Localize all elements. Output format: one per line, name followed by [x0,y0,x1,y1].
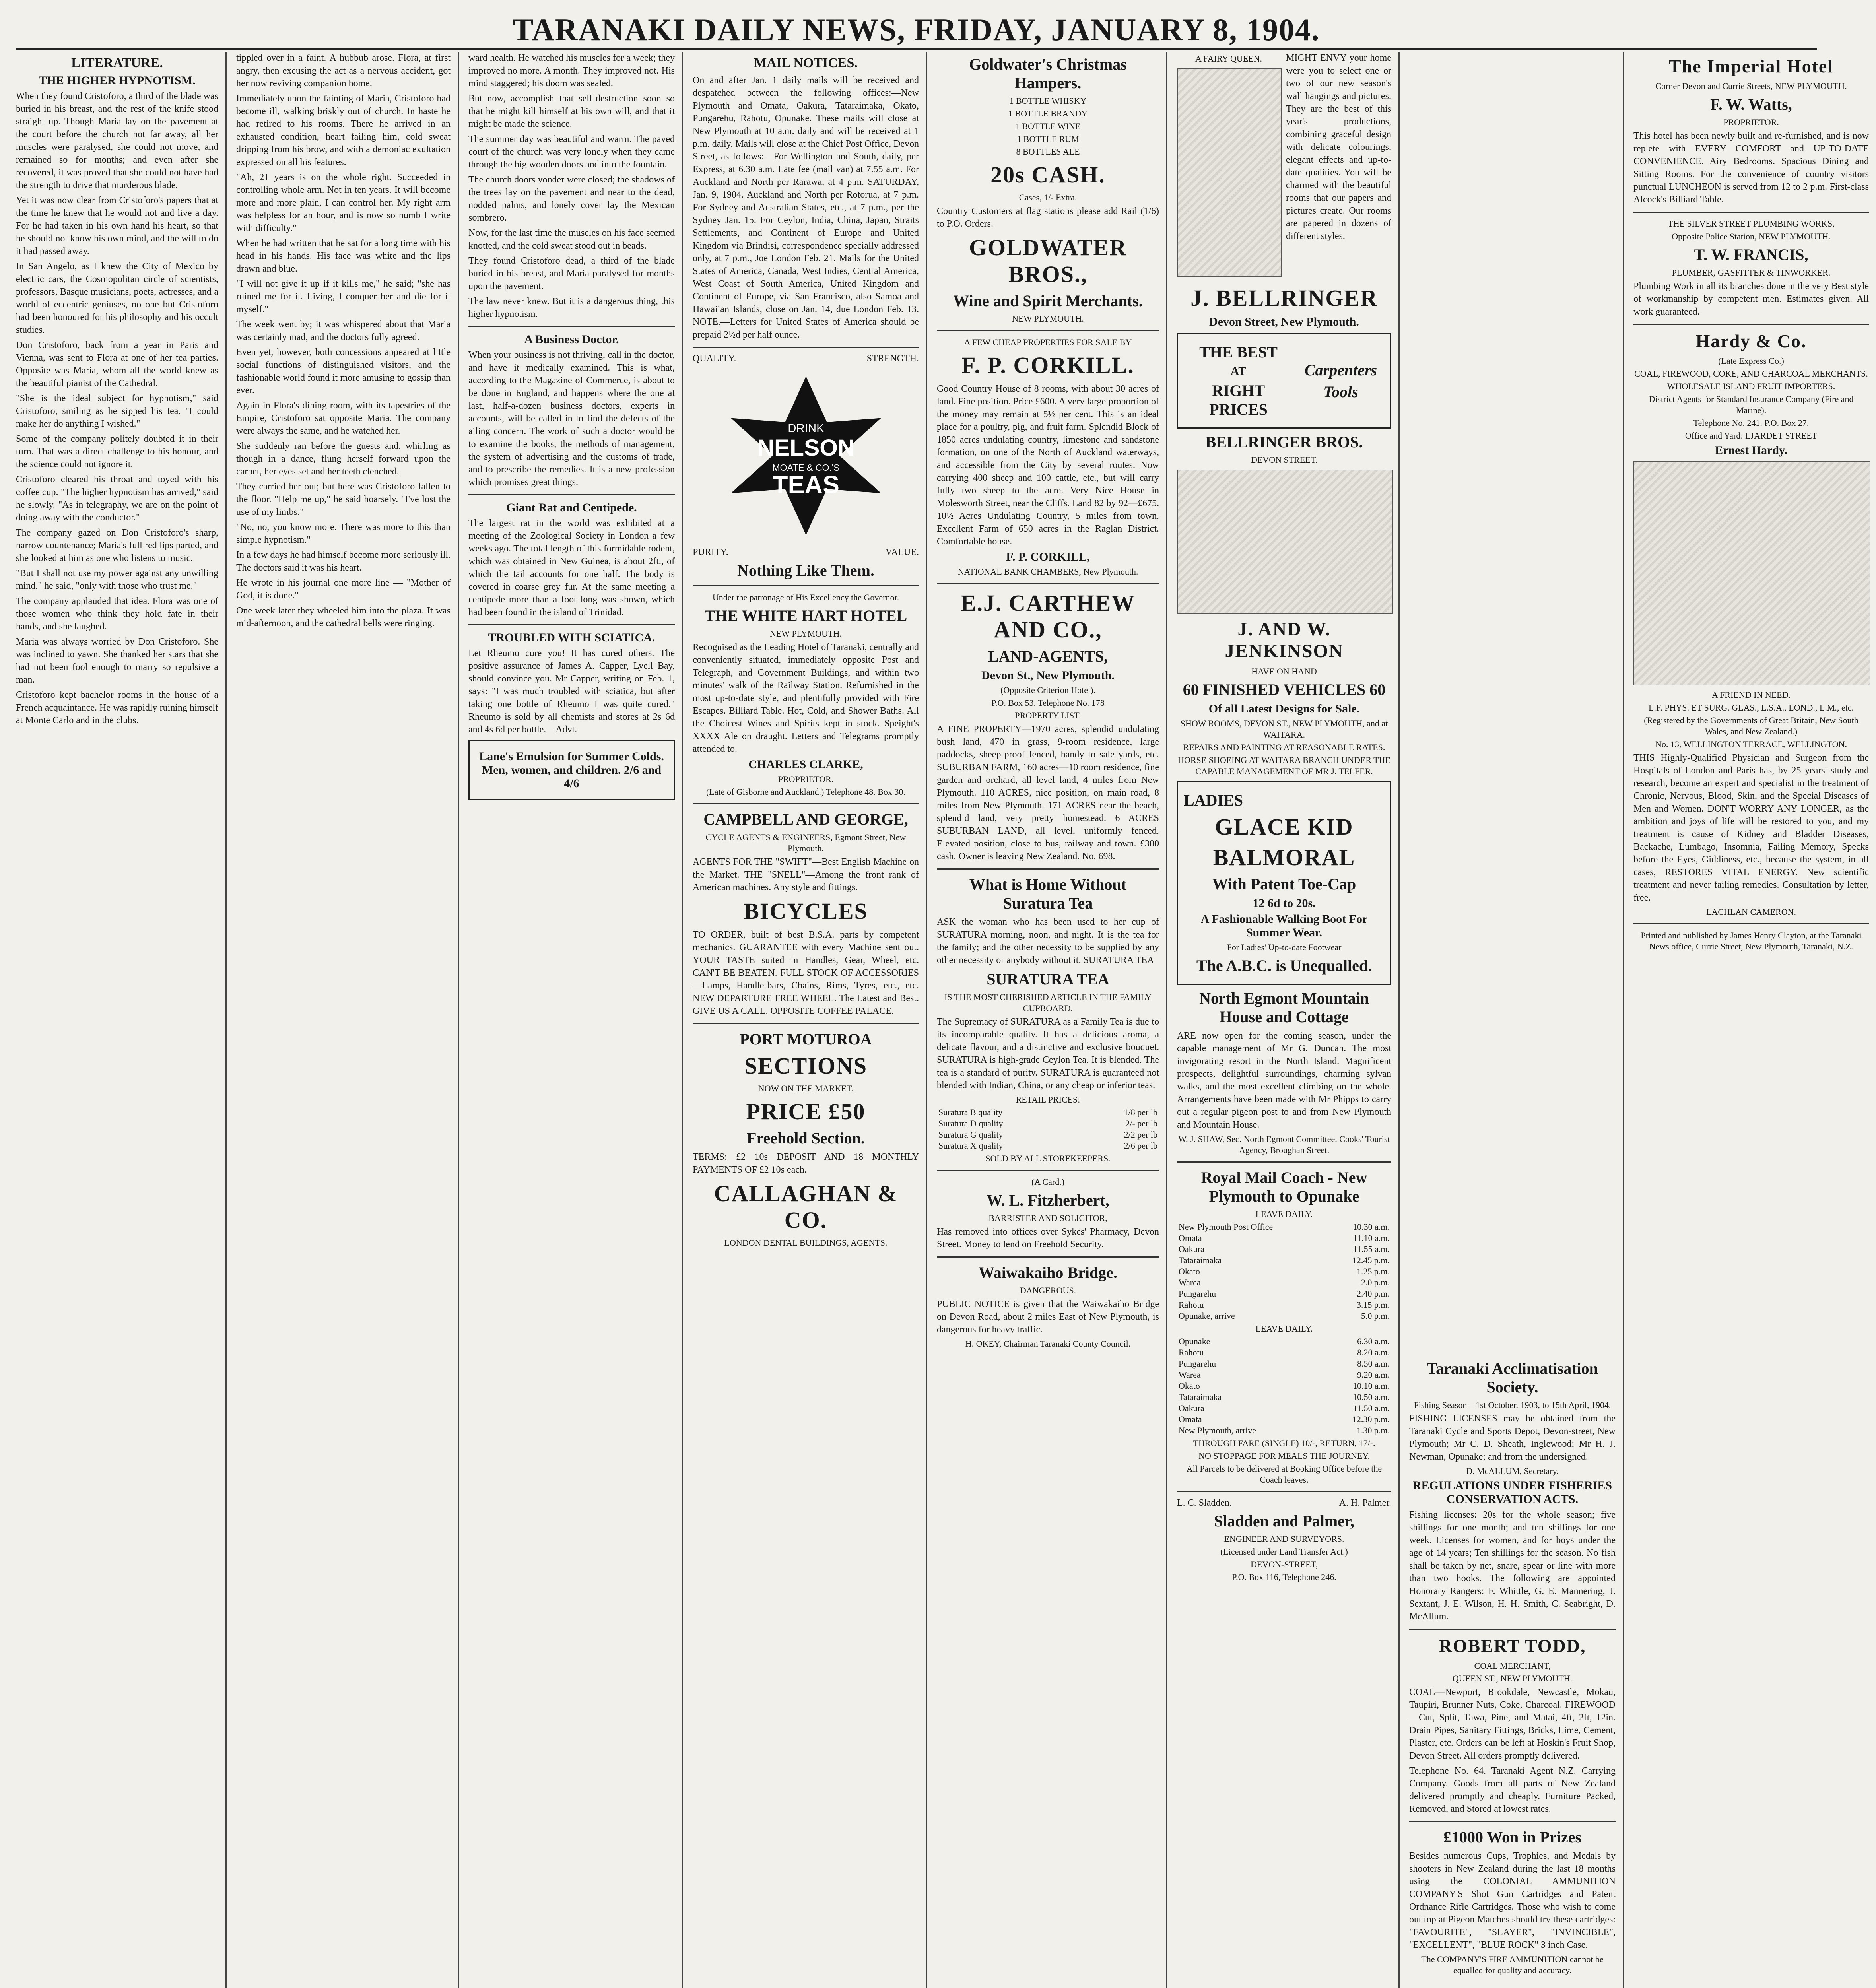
coach-fare: THROUGH FARE (SINGLE) 10/-, RETURN, 17/-. [1193,1438,1375,1448]
price-value: 1/8 per lb [1124,1107,1157,1117]
glace-line-2: BALMORAL [1213,845,1356,870]
story-paragraph: In San Angelo, as I knew the City of Mexico by electric cars, the Cosmopolitan circle of scientists, professors, Basque musicians, poets, actresses, and a world of eccentric geniuses, no one but Cristoforo had been honoured for his philosophy and his occult studies. [16,261,218,335]
todd-heading: ROBERT TODD, [1439,1636,1586,1656]
price-value: 2/6 per lb [1124,1141,1157,1151]
carthew-box: P.O. Box 53. Telephone No. 178 [991,698,1105,708]
bicycles-heading: BICYCLES [744,898,868,924]
jenkinson-horse: HORSE SHOEING AT WAITARA BRANCH UNDER THE CAPABLE MANAGEMENT OF MR J. TELFER. [1178,755,1390,776]
divider [1409,1821,1616,1822]
story-paragraph: "She is the ideal subject for hypnotism," said Cristoforo, smiling as he sipped his tea. "I could make her do anything I wished." [16,393,218,429]
fairy-caption: A FAIRY QUEEN. [1195,54,1262,64]
coach-leave-1: LEAVE DAILY. [1255,1209,1313,1219]
table-row [937,1129,1159,1140]
stop-name: Omata [1179,1233,1202,1243]
story-paragraph: When they found Cristoforo, a third of the blade was buried in his breast, and the rest of the knife stood straight up. Though Maria lay on the pavement at the court before the church not far away, all her muscles were paralysed, she could not move, and remained so for months; and even after she recovered, it was proved that she could not have had the strength to drive that murderous blade. [16,91,218,190]
story-paragraph: tippled over in a faint. A hubbub arose. Flora, at first angry, then excusing the act as a nervous accident, got her now reviving companion home. [236,53,451,89]
masthead: TARANAKI DAILY NEWS, FRIDAY, JANUARY 8, 1904. [16,12,1817,50]
price-name: Suratura G quality [938,1130,1003,1140]
tea-tagline: Nothing Like Them. [737,561,874,579]
divider [1177,1491,1391,1492]
column-2 [236,52,459,1988]
jenkinson-showrooms: SHOW ROOMS, DEVON ST., NEW PLYMOUTH, and at WAITARA. [1180,718,1388,740]
divider [937,583,1159,584]
doctor-address: No. 13, WELLINGTON TERRACE, WELLINGTON. [1655,739,1847,749]
story-paragraph: ward health. He watched his muscles for a week; they improved no more. A month. They improved not. His mind staggered; his doom was sealed. [468,53,675,89]
story-paragraph: "No, no, you know more. There was more to this than simple hypnotism." [236,522,451,545]
stop-time: 11.55 a.m. [1353,1244,1390,1254]
waiwakaiho-text: PUBLIC NOTICE is given that the Waiwakaiho Bridge on Devon Road, about 2 miles East of New Plymouth, is dangerous for heavy traffic. [937,1299,1159,1335]
table-row [1177,1347,1391,1358]
fitzherbert-text: Has removed into offices over Sykes' Pharmacy, Devon Street. Money to lend on Freehold Security. [937,1227,1159,1250]
stop-name: Rahotu [1179,1347,1204,1357]
column-4 [693,52,927,1988]
column-8 [1633,52,1876,1988]
sections-heading: SECTIONS [744,1053,868,1079]
story-paragraph: The summer day was beautiful and warm. The paved court of the church was very lonely when they came through the big wooden doors and into the fountain. [468,134,675,170]
table-row [1177,1403,1391,1414]
acclim-heading: Taranaki Acclimatisation Society. [1427,1359,1598,1396]
table-row [1177,1221,1391,1233]
stop-time: 11.50 a.m. [1353,1403,1390,1413]
story-paragraph: Cristoforo cleared his throat and toyed with his coffee cup. "The higher hypnotism has arrived," said he slowly. "As in telegraphy, we are on the point of doing away with the conductor." [16,474,218,523]
tea-strength-label: STRENGTH. [866,353,919,364]
hardy-sub: (Late Express Co.) [1718,356,1784,366]
column-3 [468,52,683,1988]
carthew-address: Devon St., New Plymouth. [981,669,1115,682]
stop-time: 12.45 p.m. [1352,1255,1390,1265]
whitehart-heading: THE WHITE HART HOTEL [704,607,907,625]
story-paragraph: Some of the company politely doubted it in their turn. That was a direct challenge to his honour, and the science could not ignore it. [16,434,218,470]
stop-time: 2.40 p.m. [1356,1289,1390,1299]
egmont-sign: W. J. SHAW, Sec. North Egmont Committee. Cooks' Tourist Agency, Broughan Street. [1178,1134,1390,1155]
corkill-name: F. P. CORKILL, [1006,550,1090,563]
story-paragraph: But now, accomplish that self-destruction soon so that he might kill himself at his own will, and that it might be made the science. [468,93,675,129]
whitehart-owner: CHARLES CLARKE, [748,758,863,771]
whitehart-city: NEW PLYMOUTH. [770,629,842,639]
suratura-sold: SOLD BY ALL STOREKEEPERS. [985,1153,1111,1163]
francis-text: Plumbing Work in all its branches done in the very Best style of workmanship by competent men. Estimates given. All work guaranteed. [1633,281,1869,317]
stop-time: 1.25 p.m. [1356,1266,1390,1276]
whitehart-owner-note: (Late of Gisborne and Auckland.) Telephone 48. Box 30. [706,787,905,797]
glace-abc: The A.B.C. is Unequalled. [1196,957,1372,975]
price-value: 2/- per lb [1125,1118,1157,1128]
giant-rat-heading: Giant Rat and Centipede. [506,501,637,514]
tea-teas-text: TEAS [772,471,839,499]
cameron-sign: LACHLAN CAMERON. [1706,907,1796,917]
divider [468,494,675,495]
stop-name: Rahotu [1179,1300,1204,1310]
sections-sub: NOW ON THE MARKET. [758,1083,854,1093]
table-row [1177,1358,1391,1369]
story-paragraph: "But I shall not use my power against any unwilling mind," he said, "only with those who trust me." [16,568,218,591]
table-row [1177,1244,1391,1255]
bellringer-heading: J. BELLRINGER [1190,285,1378,311]
glace-line-1: GLACE KID [1215,814,1354,840]
stop-time: 10.50 a.m. [1353,1392,1390,1402]
francis-intro: THE SILVER STREET PLUMBING WORKS, [1668,219,1835,229]
imperial-title: PROPRIETOR. [1723,117,1779,127]
tea-purity-label: PURITY. [693,547,728,557]
divider [468,326,675,327]
bellringer-address: Devon Street, New Plymouth. [1209,315,1359,328]
divider [693,803,919,804]
goldwater-heading: Goldwater's Christmas Hampers. [969,55,1127,92]
divider [1409,1629,1616,1630]
doctor-sub: (Registered by the Governments of Great Britain, New South Wales, and New Zealand.) [1644,715,1859,736]
table-row [1177,1288,1391,1299]
corkill-intro: A FEW CHEAP PROPERTIES FOR SALE BY [964,337,1132,347]
ernest-hardy: Ernest Hardy. [1715,444,1787,457]
column-7 [1409,52,1624,1988]
story-paragraph: Immediately upon the fainting of Maria, Cristoforo had become ill, walking briskly out of church. In haste he had retired to his rooms. There he arrived in an exhausted condition, heart failing him, cold sweat dripping from his brow, and with a demoniac exultation expressed on all his features. [236,93,451,167]
tea-moate-text: MOATE & CO.'S [772,462,840,473]
ladies-heading: LADIES [1184,791,1243,809]
jenkinson-sub: HAVE ON HAND [1251,666,1317,676]
story-paragraph: Maria was always worried by Don Cristoforo. She was inclined to yawn. She thanked her stars that she had not been fool enough to marry so repulsive a man. [16,637,218,685]
best-line-3: RIGHT PRICES [1209,382,1268,418]
bicycles-text: TO ORDER, built of best B.S.A. parts by competent mechanics. GUARANTEE with every Machine sent out. YOUR TASTE suited in Handles, Gear, Wheel, etc. CAN'T BE BEATEN. FULL STOCK OF ACCESSORIES—Lamps, Handle-bars, Chains, Rims, Tyres, etc., etc. NEW DEPARTURE FREE WHEEL. The Latest and Best. GIVE US A CALL. OPPOSITE COFFEE PALACE. [693,930,919,1016]
story-paragraph: The church doors yonder were closed; the shadows of the trees lay on the pavement and near to the dead, nodded palms, and lonely cover lay the Mexican sombrero. [468,175,675,223]
stop-name: Okato [1179,1266,1200,1276]
story-paragraph: She suddenly ran before the guests and, whirling as though in a dance, flung herself forward upon the carpet, her eyes set and her teeth clenched. [236,441,451,477]
divider [937,330,1159,331]
stop-name: New Plymouth Post Office [1179,1222,1273,1232]
business-doctor-text: When your business is not thriving, call in the doctor, and have it medically examined. This is what, according to the Magazine of Commerce, is about to be done in England, and happens where the one at last, half-a-dozen business doctors, experts in accounts, will be called in to find the defects of the ailing concern. The work of such a doctor would be to examine the books, the methods of management, the system of advertising and the customs of trade, and to prescribe the remedies. It is a new profession which promises great things. [468,350,675,487]
stop-name: Warea [1179,1277,1201,1287]
jenkinson-designs: Of all Latest Designs for Sale. [1208,702,1360,715]
moturoa-heading: PORT MOTUROA [740,1030,872,1048]
waiwakaiho-sign: H. OKEY, Chairman Taranaki County Council. [965,1339,1131,1349]
divider [693,1023,919,1024]
carthew-list: PROPERTY LIST. [1015,711,1081,720]
story-paragraph: Don Cristoforo, back from a year in Paris and Vienna, was sent to Flora at one of her tea parties. Opposite was Maria, whom all the world knew as the beautiful pianist of the Cathedral. [16,340,218,388]
stop-time: 6.30 a.m. [1357,1336,1390,1346]
stop-name: Omata [1179,1414,1202,1424]
acclim-season: Fishing Season—1st October, 1903, to 15th April, 1904. [1414,1400,1611,1410]
jenkinson-heading: J. AND W. JENKINSON [1225,619,1344,662]
stop-time: 2.0 p.m. [1361,1277,1390,1287]
goldwater-bros: GOLDWATER BROS., [969,235,1127,287]
sladden-sub: ENGINEER AND SURVEYORS. [1224,1534,1344,1544]
stop-name: New Plymouth, arrive [1179,1425,1256,1435]
egmont-text: ARE now open for the coming season, under the capable management of Mr G. Duncan. The most invigorating resort in the North Island. Magnificent prospects, delightful surroundings, charming sylvan walks, and the most excellent climbing on the whole. Arrangements have been made with Mr Phipps to carry out a regular pigeon post to and from New Plymouth and Mountain House. [1177,1031,1391,1130]
goldwater-country: Country Customers at flag stations please add Rail (1/6) to P.O. Orders. [937,206,1159,229]
card-label: (A Card.) [1031,1177,1065,1187]
suratura-prices-heading: RETAIL PRICES: [1016,1095,1080,1105]
corkill-address: NATIONAL BANK CHAMBERS, New Plymouth. [957,567,1138,577]
star-logo-icon [722,372,889,539]
price-value: 2/2 per lb [1124,1130,1157,1140]
divider [1177,1161,1391,1163]
story-paragraph: One week later they wheeled him into the plaza. It was mid-afternoon, and the cathedral bells were ringing. [236,606,451,629]
palmer-name: A. H. Palmer. [1339,1498,1391,1508]
glace-ladies: For Ladies' Up-to-date Footwear [1227,942,1342,952]
hardy-phone: Telephone No. 241. P.O. Box 27. [1693,418,1809,428]
francis-heading: T. W. FRANCIS, [1694,246,1808,264]
prizes-text: Besides numerous Cups, Trophies, and Medals by shooters in New Zealand during the last 18 months using the COLONIAL AMMUNITION COMPANY'S Shot Gun Cartridges and Patent Ordnance Rifle Cartridges. Those who wish to come out top at Pigeon Matches should try these cartridges: "FAVOURITE", "SLAYER", "INVINCIBLE", "EXCELLENT", "BLUE ROCK" 3 inch Case. [1409,1851,1616,1950]
coach-leave-2: LEAVE DAILY. [1255,1324,1313,1334]
story-paragraph: Yet it was now clear from Cristoforo's papers that at the time he knew that he would not and live a day. For he had taken in his own hand his heart, so that he should not know his own mind, and the will to do it had passed away. [16,195,218,256]
stop-time: 12.30 p.m. [1352,1414,1390,1424]
prizes-heading: £1000 Won in Prizes [1443,1828,1582,1846]
waiwakaiho-heading: Waiwakaiho Bridge. [979,1264,1117,1281]
callaghan-heading: CALLAGHAN & CO. [714,1180,898,1233]
friend-in-need-illustration [1633,461,1870,685]
callaghan-address: LONDON DENTAL BUILDINGS, AGENTS. [724,1238,888,1248]
divider [937,1170,1159,1171]
carpenters-line-1: Carpenters [1304,361,1377,379]
freehold-heading: Freehold Section. [746,1129,865,1147]
coach-timetable-1 [1177,1221,1391,1322]
goldwater-item: 1 BOTTLE RUM [1017,134,1079,144]
imperial-owner: F. W. Watts, [1710,95,1792,113]
stop-time: 5.0 p.m. [1361,1311,1390,1321]
goldwater-cases: Cases, 1/- Extra. [1019,192,1077,202]
francis-sub: PLUMBER, GASFITTER & TINWORKER. [1672,268,1831,278]
home-heading: What is Home Without Suratura Tea [969,876,1127,912]
campbell-sub: CYCLE AGENTS & ENGINEERS, Egmont Street, New Plymouth. [705,832,906,853]
hardy-yard: Office and Yard: LJARDET STREET [1685,431,1818,441]
tea-value-label: VALUE. [885,547,919,557]
hardy-wholesale: WHOLESALE ISLAND FRUIT IMPORTERS. [1667,381,1835,391]
story-paragraph: Even yet, however, both concessions appeared at little social functions of distinguished visitors, and the fashionable world found it more amusing to gossip than ever. [236,347,451,396]
bellringer-bros-street: DEVON STREET. [1251,455,1318,465]
suratura-heading: SURATURA TEA [987,970,1109,988]
corkill-heading: F. P. CORKILL. [961,352,1134,378]
goldwater-item: 1 BOTTLE BRANDY [1008,109,1088,118]
table-row [1177,1369,1391,1380]
suratura-sub: IS THE MOST CHERISHED ARTICLE IN THE FAMILY CUPBOARD. [944,992,1152,1013]
printer-text: Printed and published by James Henry Clayton, at the Taranaki News office, Currie Street, New Plymouth, Taranaki, N.Z. [1641,930,1862,951]
story-paragraph: The week went by; it was whispered about that Maria was certainly mad, and the doctors fully agreed. [236,319,451,342]
glace-line-3: With Patent Toe-Cap [1212,875,1356,893]
coach-parcels: All Parcels to be delivered at Booking Office before the Coach leaves. [1186,1464,1382,1485]
home-text: ASK the woman who has been used to her cup of SURATURA morning, noon, and night. It is the tea for the family; and the other necessity to be supplied by any other necessity or anybody without it. SURATURA TEA [937,917,1159,965]
fairy-queen-illustration [1177,68,1282,277]
divider [693,347,919,348]
sladden-licensed: (Licensed under Land Transfer Act.) [1220,1547,1348,1557]
terms-text: TERMS: £2 10s DEPOSIT AND 18 MONTHLY PAYMENTS OF £2 10s each. [693,1152,919,1175]
friend-caption: A FRIEND IN NEED. [1712,690,1791,700]
imperial-text: This hotel has been newly built and re-furnished, and is now replete with EVERY COMFORT and UP-TO-DATE CONVENIENCE. Airy Bedrooms. Spacious Dining and Sitting Rooms. For the convenience of country visitors punctual LUNCHEON is served from 12 to 2 p.m. First-class Alcock's Billiard Table. [1633,131,1869,205]
table-row [937,1140,1159,1151]
carriage-illustration [1177,470,1393,614]
story-paragraph: They found Cristoforo dead, a third of the blade buried in his breast, and Maria paralysed for months upon the pavement. [468,256,675,291]
table-row [937,1107,1159,1118]
todd-text: COAL—Newport, Brookdale, Newcastle, Mokau, Taupiri, Brunner Nuts, Coke, Charcoal. FIREWOOD—Cut, Split, Tawa, Pine, and Matai, 4ft, 2ft, 12in. Drain Pipes, Sanitary Fittings, Bricks, Lime, Cement, Plaster, etc. Orders can be left at Hoskin's Fruit Shop, Devon Street. All orders promptly delivered. [1409,1687,1616,1761]
hardy-coal: COAL, FIREWOOD, COKE, AND CHARCOAL MERCHANTS. [1634,369,1868,379]
campbell-text: AGENTS FOR THE "SWIFT"—Best English Machine on the Market. THE "SNELL"—Among the front rank of American machines. Any style and fittings. [693,857,919,893]
campbell-heading: CAMPBELL AND GEORGE, [703,810,908,828]
stop-name: Tataraimaka [1179,1255,1222,1265]
regs-heading: REGULATIONS UNDER FISHERIES CONSERVATION ACTS. [1412,1479,1612,1506]
francis-opposite: Opposite Police Station, NEW PLYMOUTH. [1672,231,1831,241]
carpenters-line-2: Tools [1323,382,1358,401]
literature-heading: LITERATURE. [71,56,163,70]
sladden-street: DEVON-STREET, [1251,1559,1318,1569]
price-name: Suratura B quality [938,1107,1003,1117]
best-prices-box [1177,333,1391,429]
column-5 [937,52,1167,1988]
carthew-sub: LAND-AGENTS, [988,647,1108,665]
divider [937,1256,1159,1258]
stop-time: 8.20 a.m. [1357,1347,1390,1357]
todd-sub: COAL MERCHANT, [1474,1661,1551,1671]
table-row [1177,1277,1391,1288]
stop-name: Opunake [1179,1336,1210,1346]
waiwakaiho-sub: DANGEROUS. [1020,1285,1076,1295]
story-paragraph: They carried her out; but here was Cristoforo fallen to the floor. "Help me up," he said hoarsely. "I've lost the use of my limbs." [236,481,451,517]
nelson-teas-ad [693,353,919,580]
goldwater-wine: Wine and Spirit Merchants. [953,292,1143,310]
table-row [1177,1425,1391,1436]
divider [693,585,919,586]
table-row [937,1118,1159,1129]
goldwater-item: 8 BOTTLES ALE [1016,147,1080,157]
stop-time: 9.20 a.m. [1357,1370,1390,1380]
whitehart-patronage: Under the patronage of His Excellency the Governor. [712,592,899,602]
table-row [1177,1392,1391,1403]
best-line-2: AT [1230,365,1247,378]
giant-rat-text: The largest rat in the world was exhibited at a meeting of the Zoological Society in London a few weeks ago. The total length of this formidable rodent, which was obtained in New Guinea, is about 2ft., of which the tail accounts for one half. The body is covered in coarse grey fur. At the same meeting a centipede more than a foot long was shown, which had been found in the island of Trinidad. [468,518,675,617]
fairy-text: MIGHT ENVY your home were you to select one or two of our new season's wall hangings and pictures. They are the best of this year's productions, combining graceful design with delicate colourings, elegant effects and up-to-date qualities. You will be charmed with the beautiful rooms that our papers and pictures create. Our rooms are papered in dozens of different styles. [1286,53,1391,241]
table-row [1177,1336,1391,1347]
jenkinson-vehicles: 60 FINISHED VEHICLES 60 [1183,681,1386,699]
coach-heading: Royal Mail Coach - New Plymouth to Opunake [1201,1169,1367,1205]
stop-time: 1.30 p.m. [1356,1425,1390,1435]
imperial-address: Corner Devon and Currie Streets, NEW PLYMOUTH. [1655,81,1847,91]
carthew-heading: E.J. CARTHEW AND CO., [960,590,1136,643]
suratura-text: The Supremacy of SURATURA as a Family Tea is due to its incomparable quality. It has a delicious aroma, a delicate flavour, and a distinctive and exclusive bouquet. SURATURA is high-grade Ceylon Tea. It is blended. The tea is a standard of purity. SURATURA is guaranteed not blended with Indian, China, or any cheap or inferior teas. [937,1017,1159,1091]
sladden-box: P.O. Box 116, Telephone 246. [1232,1572,1336,1582]
price-name: Suratura X quality [938,1141,1003,1151]
price-name: Suratura D quality [938,1118,1003,1128]
story-paragraph: The law never knew. But it is a dangerous thing, this higher hypnotism. [468,296,675,319]
story-paragraph: The company gazed on Don Cristoforo's sharp, narrow countenance; Maria's full red lips parted, and she looked at him as one who listens to music. [16,528,218,563]
story-paragraph: He wrote in his journal one more line — "Mother of God, it is done." [236,578,451,601]
stop-name: Tataraimaka [1179,1392,1222,1402]
divider [1633,212,1869,213]
stop-name: Opunake, arrive [1179,1311,1235,1321]
goldwater-price: 20s CASH. [990,162,1105,188]
coach-timetable-2 [1177,1336,1391,1436]
divider [1633,923,1869,924]
coach-nostop: NO STOPPAGE FOR MEALS THE JOURNEY. [1198,1451,1370,1461]
column-1 [16,52,227,1988]
doctor-text: THIS Highly-Qualified Physician and Surgeon from the Hospitals of London and Paris has, by 25 years' study and research, become an expert and specialist in the treatment of Chronic, Nervous, Blood, Skin, and the Special Diseases of Men and Women. DON'T WORRY ANY LONGER, as the ambition and joys of life will be restored to you, and my treatment is cause of Kidney and Bladder Diseases, Backache, Lumbago, Insomnia, Failing Memory, Specks before the Eyes, Giddiness, etc., because the system, in all cases, RESTORES VITAL ENERGY. New scientific treatment and never failing remedies. Consultation by letter, free. [1633,753,1869,903]
story-paragraph: Now, for the last time the muscles on his face seemed knotted, and the cold sweat stood out in beads. [468,228,675,251]
acclim-text: FISHING LICENSES may be obtained from the Taranaki Cycle and Sports Depot, Devon-street, New Plymouth; Mr C. D. Sheath, Inglewood; Mr H. J. Newman, Opunake; and from the undersigned. [1409,1413,1616,1462]
story-paragraph: Again in Flora's dining-room, with its tapestries of the Empire, Cristoforo sat opposite Maria. The company were always the same, and he watched her. [236,400,451,436]
table-row [1177,1310,1391,1322]
egmont-heading: North Egmont Mountain House and Cottage [1199,989,1369,1026]
tea-drink-text: DRINK [787,422,824,435]
columns [16,52,1869,1988]
mail-notices-text: On and after Jan. 1 daily mails will be received and despatched between the following offices:—New Plymouth and Omata, Oakura, Tataraimaka, Okato, Pungarehu, Rahotu, Opunake. These mails will close at New Plymouth at 10 a.m. daily and will be received at 1 p.m. daily. Mails will close at the Chief Post Office, Devon Street, as follows:—For Wellington and South, daily, per Express, at 6.30 a.m. Late fee (mail van) at 7.55 a.m. For Auckland and North per Rarawa, at 4 p.m. SATURDAY, Jan. 9, 1904. Auckland and North per Rotorua, at 7 p.m. For Sydney and Australian States, etc., at 7 p.m., per the Sydney Jan. 15. For Ceylon, India, China, Japan, Straits Settlements, and Continent of Europe and United Kingdom via Brindisi, correspondence specially addressed only, at 7 p.m., Joe London Feb. 21. Mails for the United States of America, Canada, West Indies, Central America, West Coast of South America, United Kingdom and Continent of Europe, via San Francisco, also Samoa and Hawaiian Islands, close on Jan. 14, due London Feb. 13. NOTE.—Letters for United States of America should be prepaid 2½d per half ounce. [693,75,919,340]
sciatica-text: Let Rheumo cure you! It has cured others. The positive assurance of James A. Capper, Lyell Bay, should convince you. Mr Capper, writing on Feb. 1, says: "I was much troubled with sciatica, but after taking one bottle of Rheumo I was quite cured." Rheumo is sold by all chemists and stores at 2s 6d and 4s 6d per bottle.—Advt. [468,648,675,735]
whitehart-owner-title: PROPRIETOR. [778,774,834,784]
table-row [1177,1266,1391,1277]
stop-time: 8.50 a.m. [1357,1359,1390,1369]
goldwater-item: 1 BOTTLE WINE [1015,121,1081,131]
stop-name: Oakura [1179,1403,1204,1413]
divider [468,624,675,625]
lanes-emulsion-ad [468,740,675,800]
story-paragraph: In a few days he had himself become more seriously ill. The doctors said it was his heart. [236,550,451,573]
story-paragraph: "Ah, 21 years is on the whole right. Succeeded in controlling whole arm. Not in ten years. It will become more and more plain, I can control her. My right arm was helpless for an hour, and is now so numb I write with difficulty." [236,172,451,233]
fitzherbert-heading: W. L. Fitzherbert, [987,1191,1109,1209]
stop-name: Warea [1179,1370,1201,1380]
corkill-text: Good Country House of 8 rooms, with about 30 acres of land. Fine position. Price £600. A very large proportion of the money may remain at 5½ per cent. This is an ideal place for a poultry, pig, and fruit farm. Splendid Block of 1850 acres undulating country, limestone and sandstone formation, on one of the North of Auckland waterways, and accessible from the City by several routes. Now carrying 400 sheep and 100 cattle, etc., but will carry fully two sheep to the acre. Very Nice House in Molesworth Street, near the Cliffs. Land 82 by 92—£675. 10½ Acres Undulating Country, 5 miles from town. Excellent Farm of 650 acres in the Raglan District. Comfortable house. [937,384,1159,547]
mail-notices-heading: MAIL NOTICES. [754,56,858,70]
bellringer-bros: BELLRINGER BROS. [1205,433,1363,451]
regs-text: Fishing licenses: 20s for the whole season; five shillings for one month; and ten shillings for one week. Licenses for women, and for boys under the age of 14 years; Ten shillings for the season. No fish shall be taken by net, snare, spear or line with more than two hooks. The following are appointed Honorary Rangers: F. Whittle, G. E. Mannering, J. Sextant, J. E. Wilson, H. H. Smith, C. Seabright, D. McAllum. [1409,1510,1616,1622]
glace-walking: A Fashionable Walking Boot For Summer Wear. [1200,912,1368,939]
whitehart-text: Recognised as the Leading Hotel of Taranaki, centrally and conveniently situated, immediately opposite Post and Telegraph, and Government Buildings, and within two minutes' walk of the Railway Station. Refurnished in the most up-to-date style, and plentifully provided with Fire Escapes. Billiard Table. Hot, Cold, and Shower Baths. All the Choicest Wines and Spirits kept in stock. Speight's XXXX Ale on draught. Letters and Telegrams promptly attended to. [693,642,919,754]
stop-time: 10.30 a.m. [1353,1222,1390,1232]
sladden-heading: Sladden and Palmer, [1214,1512,1355,1530]
lanes-emulsion-text: Lane's Emulsion for Summer Colds. Men, women, and children. 2/6 and 4/6 [479,750,664,790]
prizes-footer: The COMPANY'S FIRE AMMUNITION cannot be equalled for quality and accuracy. [1421,1954,1604,1975]
stop-time: 3.15 p.m. [1356,1300,1390,1310]
stop-time: 11.10 a.m. [1353,1233,1390,1243]
doctor-heading: L.F. PHYS. ET SURG. GLAS., L.S.A., LOND., L.M., etc. [1648,703,1854,712]
fitzherbert-sub: BARRISTER AND SOLICITOR, [988,1213,1107,1223]
story-paragraph: When he had written that he sat for a long time with his head in his hands. His face was white and the lips drawn and blue. [236,238,451,274]
table-row [1177,1380,1391,1392]
table-row [1177,1233,1391,1244]
price-heading: PRICE £50 [746,1099,866,1124]
tea-quality-label: QUALITY. [693,353,736,364]
imperial-heading: The Imperial Hotel [1668,56,1834,76]
divider [1633,324,1869,325]
tea-brand-text: NELSON [757,435,854,461]
glace-kid-ad [1177,781,1391,985]
table-row [1177,1299,1391,1310]
goldwater-city: NEW PLYMOUTH. [1012,314,1084,324]
divider [937,868,1159,870]
carthew-text: A FINE PROPERTY—1970 acres, splendid undulating bush land, 470 in grass, 9-room residence, large paddocks, sheep-proof fenced, handy to sale yards, etc. SUBURBAN FARM, 160 acres—10 room residence, fine garden and orchard, all level land, 4 miles from New Plymouth. 110 ACRES, nice position, on main road, 8 miles from New Plymouth. 171 ACRES near the beach, splendid land, very pretty homestead. 6 ACRES SUBURBAN LAND, all level, uniformly fenced. Elevated position, close to bus, railway and town. £300 cash. Owner is leaving New Zealand. No. 698. [937,724,1159,862]
stop-time: 10.10 a.m. [1353,1381,1390,1391]
stop-name: Okato [1179,1381,1200,1391]
suratura-price-table [937,1107,1159,1151]
todd-street: QUEEN ST., NEW PLYMOUTH. [1452,1673,1573,1683]
story-paragraph: The company applauded that idea. Flora was one of those women who think they hold fate in their hands, and she laughed. [16,596,218,632]
hypnotism-heading: THE HIGHER HYPNOTISM. [39,74,196,87]
business-doctor-heading: A Business Doctor. [524,333,619,346]
stop-name: Oakura [1179,1244,1204,1254]
jenkinson-repairs: REPAIRS AND PAINTING AT REASONABLE RATES. [1183,742,1385,752]
story-paragraph: Cristoforo kept bachelor rooms in the house of a French acquaintance. He was rapidly ruining himself at Monte Carlo and in the clubs. [16,690,218,726]
story-paragraph: "I will not give it up if it kills me," he said; "she has ruined me for it. Living, I conquer her and die for it myself." [236,279,451,315]
stop-name: Pungarehu [1179,1359,1216,1369]
stop-name: Pungarehu [1179,1289,1216,1299]
goldwater-item: 1 BOTTLE WHISKY [1009,96,1087,106]
sciatica-heading: TROUBLED WITH SCIATICA. [488,631,655,644]
carthew-opposite: (Opposite Criterion Hotel). [1000,685,1095,695]
acclim-sign: D. McALLUM, Secretary. [1466,1466,1559,1476]
column-6 [1177,52,1400,1988]
hardy-heading: Hardy & Co. [1695,331,1807,351]
table-row [1177,1414,1391,1425]
carrying-text: Telephone No. 64. Taranaki Agent N.Z. Carrying Company. Goods from all parts of New Zealand delivered promptly and cheaply. Furniture Packed, Removed, and Stored at lowest rates. [1409,1766,1616,1814]
glace-price: 12 6d to 20s. [1253,897,1316,910]
sladden-name: L. C. Sladden. [1177,1498,1232,1508]
table-row [1177,1255,1391,1266]
hardy-agents: District Agents for Standard Insurance Company (Fire and Marine). [1649,394,1854,415]
best-line-1: THE BEST [1199,343,1278,361]
